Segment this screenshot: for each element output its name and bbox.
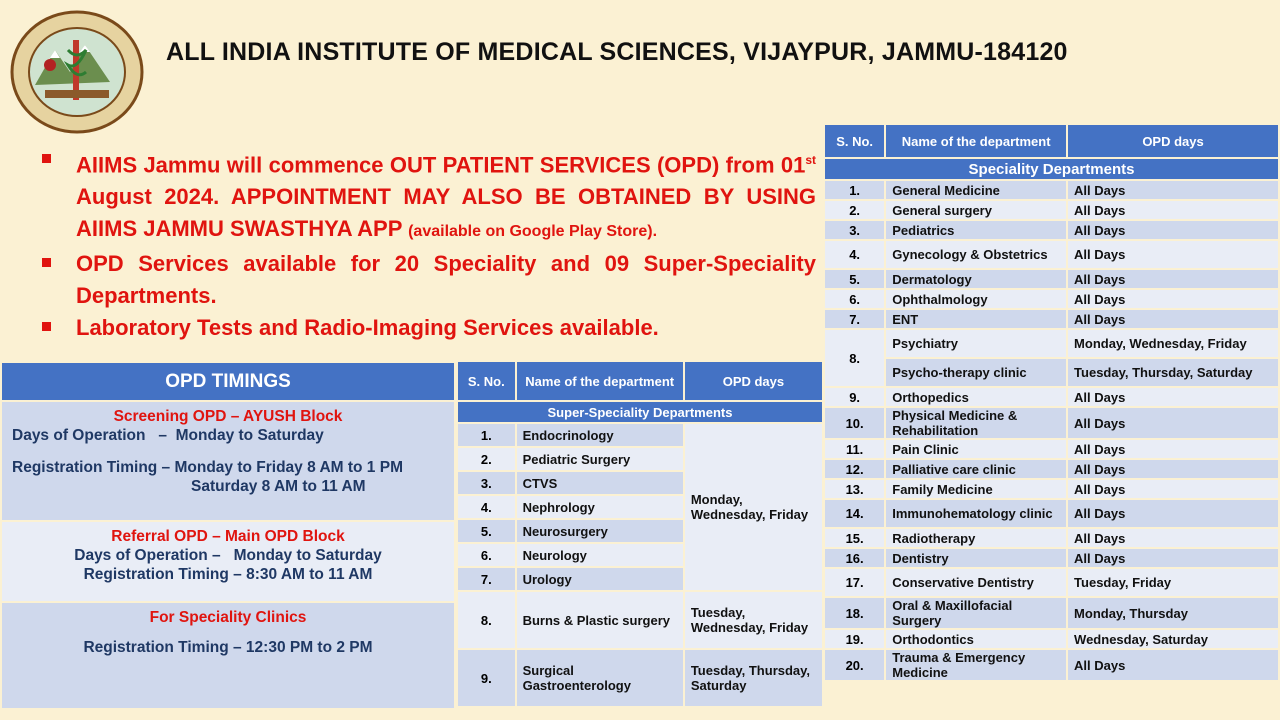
referral-days: Days of Operation – Monday to Saturday: [74, 547, 382, 564]
opd-days: All Days: [1068, 201, 1278, 219]
table-row: [458, 650, 822, 706]
opd-timings-heading: OPD TIMINGS: [2, 363, 454, 400]
opd-days: All Days: [1068, 460, 1278, 478]
section-heading: Speciality Departments: [825, 159, 1278, 179]
table-row: [825, 270, 1278, 288]
referral-registration: Registration Timing – 8:30 AM to 11 AM: [83, 566, 373, 583]
row-number: 4.: [825, 241, 884, 268]
section-heading: Super-Speciality Departments: [458, 402, 822, 422]
row-number: 1.: [458, 424, 515, 446]
page-title: ALL INDIA INSTITUTE OF MEDICAL SCIENCES, VIJAYPUR, JAMMU-184120: [166, 38, 1068, 66]
row-number: 17.: [825, 569, 884, 596]
department-name: Pain Clinic: [886, 440, 1066, 458]
department-name: Neurosurgery: [517, 520, 683, 542]
row-number: 18.: [825, 598, 884, 628]
department-name: General Medicine: [886, 181, 1066, 199]
department-name: Psychiatry: [886, 330, 1066, 357]
department-name: Pediatric Surgery: [517, 448, 683, 470]
announcement-item: OPD Services available for 20 Speciality and 09 Super-Speciality Departments.: [40, 248, 816, 312]
speciality-table: [823, 123, 1280, 682]
opd-days: All Days: [1068, 480, 1278, 498]
opd-days: Tuesday, Thursday, Saturday: [685, 650, 822, 706]
opd-days: All Days: [1068, 270, 1278, 288]
opd-days: All Days: [1068, 388, 1278, 406]
opd-days: Monday, Wednesday, Friday: [685, 424, 822, 590]
row-number: 6.: [458, 544, 515, 566]
row-number: 13.: [825, 480, 884, 498]
department-name: Neurology: [517, 544, 683, 566]
department-name: General surgery: [886, 201, 1066, 219]
table-row: [825, 500, 1278, 527]
opd-days: All Days: [1068, 650, 1278, 680]
table-row: [825, 569, 1278, 596]
referral-title: Referral OPD – Main OPD Block: [111, 528, 345, 545]
department-name: Orthopedics: [886, 388, 1066, 406]
department-name: Trauma & Emergency Medicine: [886, 650, 1066, 680]
referral-opd-block: [2, 522, 454, 601]
bullet-square-icon: [42, 322, 51, 331]
row-number: 9.: [458, 650, 515, 706]
row-number: 7.: [458, 568, 515, 590]
table-row: [825, 181, 1278, 199]
column-header: S. No.: [458, 362, 515, 400]
opd-days: All Days: [1068, 500, 1278, 527]
screening-registration: Registration Timing – Monday to Friday 8 AM to 1 PM: [12, 459, 403, 476]
row-number: 15.: [825, 529, 884, 547]
clinic-registration: Registration Timing – 12:30 PM to 2 PM: [83, 639, 373, 656]
department-name: Immunohematology clinic: [886, 500, 1066, 527]
aiims-logo: [10, 10, 144, 134]
opd-days: All Days: [1068, 181, 1278, 199]
row-number: 3.: [458, 472, 515, 494]
department-name: Ophthalmology: [886, 290, 1066, 308]
department-name: Dentistry: [886, 549, 1066, 567]
row-number: 16.: [825, 549, 884, 567]
department-name: Family Medicine: [886, 480, 1066, 498]
department-name: Radiotherapy: [886, 529, 1066, 547]
bullet-square-icon: [42, 154, 51, 163]
table-row: [825, 241, 1278, 268]
table-row: [825, 388, 1278, 406]
table-row: [825, 549, 1278, 567]
row-number: 1.: [825, 181, 884, 199]
opd-days: All Days: [1068, 529, 1278, 547]
department-name: Endocrinology: [517, 424, 683, 446]
opd-days: Tuesday, Friday: [1068, 569, 1278, 596]
department-name: Gynecology & Obstetrics: [886, 241, 1066, 268]
clinic-title: For Speciality Clinics: [149, 609, 307, 626]
table-row: [825, 330, 1278, 357]
opd-days: Tuesday, Thursday, Saturday: [1068, 359, 1278, 386]
table-row: [825, 480, 1278, 498]
bullet-square-icon: [42, 258, 51, 267]
opd-days: Monday, Wednesday, Friday: [1068, 330, 1278, 357]
table-row: [825, 460, 1278, 478]
table-row: [825, 598, 1278, 628]
opd-days: All Days: [1068, 440, 1278, 458]
table-row: [458, 424, 822, 446]
column-header: OPD days: [1068, 125, 1278, 157]
screening-days: Days of Operation – Monday to Saturday: [12, 427, 324, 444]
screening-title: Screening OPD – AYUSH Block: [113, 408, 343, 425]
table-row: [825, 529, 1278, 547]
table-row: [825, 408, 1278, 438]
opd-timings-panel: [0, 363, 456, 710]
opd-days: Monday, Thursday: [1068, 598, 1278, 628]
opd-days: Tuesday, Wednesday, Friday: [685, 592, 822, 648]
opd-days: All Days: [1068, 290, 1278, 308]
row-number: 12.: [825, 460, 884, 478]
department-name: Nephrology: [517, 496, 683, 518]
department-name: ENT: [886, 310, 1066, 328]
opd-days: All Days: [1068, 549, 1278, 567]
column-header: S. No.: [825, 125, 884, 157]
screening-opd-block: [2, 402, 454, 520]
row-number: 8.: [825, 330, 884, 386]
table-row: [825, 359, 1278, 386]
opd-days: All Days: [1068, 408, 1278, 438]
table-row: [825, 650, 1278, 680]
row-number: 19.: [825, 630, 884, 648]
department-name: Orthodontics: [886, 630, 1066, 648]
column-header: Name of the department: [517, 362, 683, 400]
opd-days: All Days: [1068, 310, 1278, 328]
row-number: 4.: [458, 496, 515, 518]
department-name: Urology: [517, 568, 683, 590]
table-row: [825, 290, 1278, 308]
row-number: 10.: [825, 408, 884, 438]
table-row: [825, 221, 1278, 239]
table-row: [825, 630, 1278, 648]
row-number: 14.: [825, 500, 884, 527]
table-row: [458, 592, 822, 648]
announcement-item: Laboratory Tests and Radio-Imaging Services available.: [40, 312, 816, 344]
row-number: 11.: [825, 440, 884, 458]
row-number: 20.: [825, 650, 884, 680]
table-row: [825, 310, 1278, 328]
row-number: 7.: [825, 310, 884, 328]
department-name: Burns & Plastic surgery: [517, 592, 683, 648]
speciality-clinics-block: [2, 603, 454, 708]
screening-registration-saturday: Saturday 8 AM to 11 AM: [191, 478, 366, 495]
row-number: 9.: [825, 388, 884, 406]
super-speciality-table: [456, 360, 824, 708]
department-name: Oral & Maxillofacial Surgery: [886, 598, 1066, 628]
announcement-item: AIIMS Jammu will commence OUT PATIENT SERVICES (OPD) from 01st August 2024. APPOINTMENT MAY ALSO BE OBTAINED BY USING AIIMS JAMMU SWASTHYA APP (available on Google Play Store).: [40, 144, 816, 248]
department-name: Palliative care clinic: [886, 460, 1066, 478]
opd-days: All Days: [1068, 241, 1278, 268]
department-name: Dermatology: [886, 270, 1066, 288]
column-header: OPD days: [685, 362, 822, 400]
department-name: Conservative Dentistry: [886, 569, 1066, 596]
row-number: 6.: [825, 290, 884, 308]
table-row: [825, 201, 1278, 219]
opd-days: Wednesday, Saturday: [1068, 630, 1278, 648]
department-name: Psycho-therapy clinic: [886, 359, 1066, 386]
department-name: CTVS: [517, 472, 683, 494]
row-number: 8.: [458, 592, 515, 648]
department-name: Surgical Gastroenterology: [517, 650, 683, 706]
announcement-list: [40, 144, 816, 344]
row-number: 5.: [458, 520, 515, 542]
table-row: [825, 440, 1278, 458]
opd-days: All Days: [1068, 221, 1278, 239]
row-number: 2.: [825, 201, 884, 219]
row-number: 2.: [458, 448, 515, 470]
column-header: Name of the department: [886, 125, 1066, 157]
department-name: Physical Medicine & Rehabilitation: [886, 408, 1066, 438]
row-number: 3.: [825, 221, 884, 239]
row-number: 5.: [825, 270, 884, 288]
department-name: Pediatrics: [886, 221, 1066, 239]
